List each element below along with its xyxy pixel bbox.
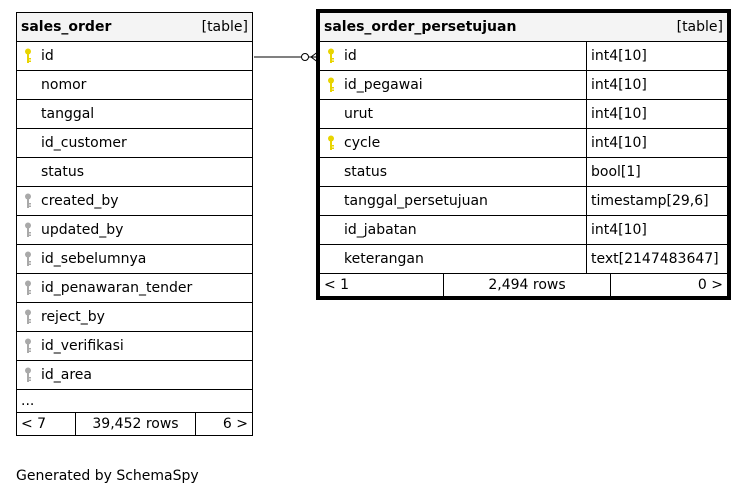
column-row[interactable] <box>17 158 253 187</box>
column-name: id <box>338 42 587 71</box>
column-row[interactable] <box>17 303 253 332</box>
column-row[interactable] <box>17 71 253 100</box>
column-name: reject_by <box>35 303 253 332</box>
children-count[interactable]: 6 > <box>196 413 253 435</box>
generated-by-label: Generated by SchemaSpy <box>16 468 199 484</box>
foreign-key-icon <box>24 280 32 296</box>
table-header <box>17 13 253 42</box>
column-name: id <box>35 42 253 71</box>
table-kind: [table] <box>676 19 723 35</box>
column-name: id_jabatan <box>338 216 587 245</box>
column-row[interactable] <box>320 216 728 245</box>
parents-count[interactable]: < 1 <box>324 277 350 293</box>
primary-key-icon <box>327 77 335 93</box>
column-name: cycle <box>338 129 587 158</box>
column-row[interactable] <box>17 332 253 361</box>
column-row[interactable] <box>320 71 728 100</box>
foreign-key-icon <box>24 367 32 383</box>
column-name: id_penawaran_tender <box>35 274 253 303</box>
column-row[interactable] <box>17 274 253 303</box>
row-count: 2,494 rows <box>444 274 611 296</box>
column-type: timestamp[29,6] <box>587 187 728 216</box>
column-name: created_by <box>35 187 253 216</box>
table-kind: [table] <box>201 19 248 35</box>
column-type: int4[10] <box>587 129 728 158</box>
foreign-key-icon <box>24 338 32 354</box>
more-columns[interactable]: ... <box>17 390 253 413</box>
column-name: status <box>338 158 587 187</box>
column-name: tanggal_persetujuan <box>338 187 587 216</box>
column-name: id_area <box>35 361 253 390</box>
column-name: urut <box>338 100 587 129</box>
column-row[interactable] <box>320 158 728 187</box>
column-type: int4[10] <box>587 71 728 100</box>
column-row[interactable] <box>17 129 253 158</box>
primary-key-icon <box>327 135 335 151</box>
column-type: int4[10] <box>587 216 728 245</box>
primary-key-icon <box>24 48 32 64</box>
column-row[interactable] <box>17 245 253 274</box>
foreign-key-icon <box>24 251 32 267</box>
column-row[interactable] <box>17 361 253 390</box>
column-type: bool[1] <box>587 158 728 187</box>
column-row[interactable] <box>320 129 728 158</box>
children-count[interactable]: 0 > <box>611 274 728 296</box>
column-row[interactable] <box>320 42 728 71</box>
column-name: id_customer <box>35 129 253 158</box>
column-name: nomor <box>35 71 253 100</box>
column-name: updated_by <box>35 216 253 245</box>
row-count: 39,452 rows <box>76 413 196 435</box>
table-sales-order[interactable] <box>16 12 253 436</box>
column-type: int4[10] <box>587 42 728 71</box>
column-name: id_sebelumnya <box>35 245 253 274</box>
column-name: id_verifikasi <box>35 332 253 361</box>
table-sales-order-persetujuan[interactable] <box>319 12 728 297</box>
column-row[interactable] <box>17 216 253 245</box>
column-name: keterangan <box>338 245 587 274</box>
column-row[interactable] <box>17 187 253 216</box>
foreign-key-icon <box>24 193 32 209</box>
column-row[interactable] <box>17 42 253 71</box>
column-name: tanggal <box>35 100 253 129</box>
column-row[interactable] <box>320 245 728 274</box>
column-type: text[2147483647] <box>587 245 728 274</box>
column-row[interactable] <box>17 100 253 129</box>
column-row[interactable] <box>320 187 728 216</box>
foreign-key-icon <box>24 309 32 325</box>
column-name: id_pegawai <box>338 71 587 100</box>
table-name[interactable]: sales_order <box>21 19 112 35</box>
table-header <box>320 13 728 42</box>
column-row[interactable] <box>320 100 728 129</box>
foreign-key-icon <box>24 222 32 238</box>
primary-key-icon <box>327 48 335 64</box>
column-name: status <box>35 158 253 187</box>
column-type: int4[10] <box>587 100 728 129</box>
parents-count[interactable]: < 7 <box>21 416 47 432</box>
table-footer <box>17 413 253 436</box>
table-footer <box>320 274 728 297</box>
table-name[interactable]: sales_order_persetujuan <box>324 19 517 35</box>
